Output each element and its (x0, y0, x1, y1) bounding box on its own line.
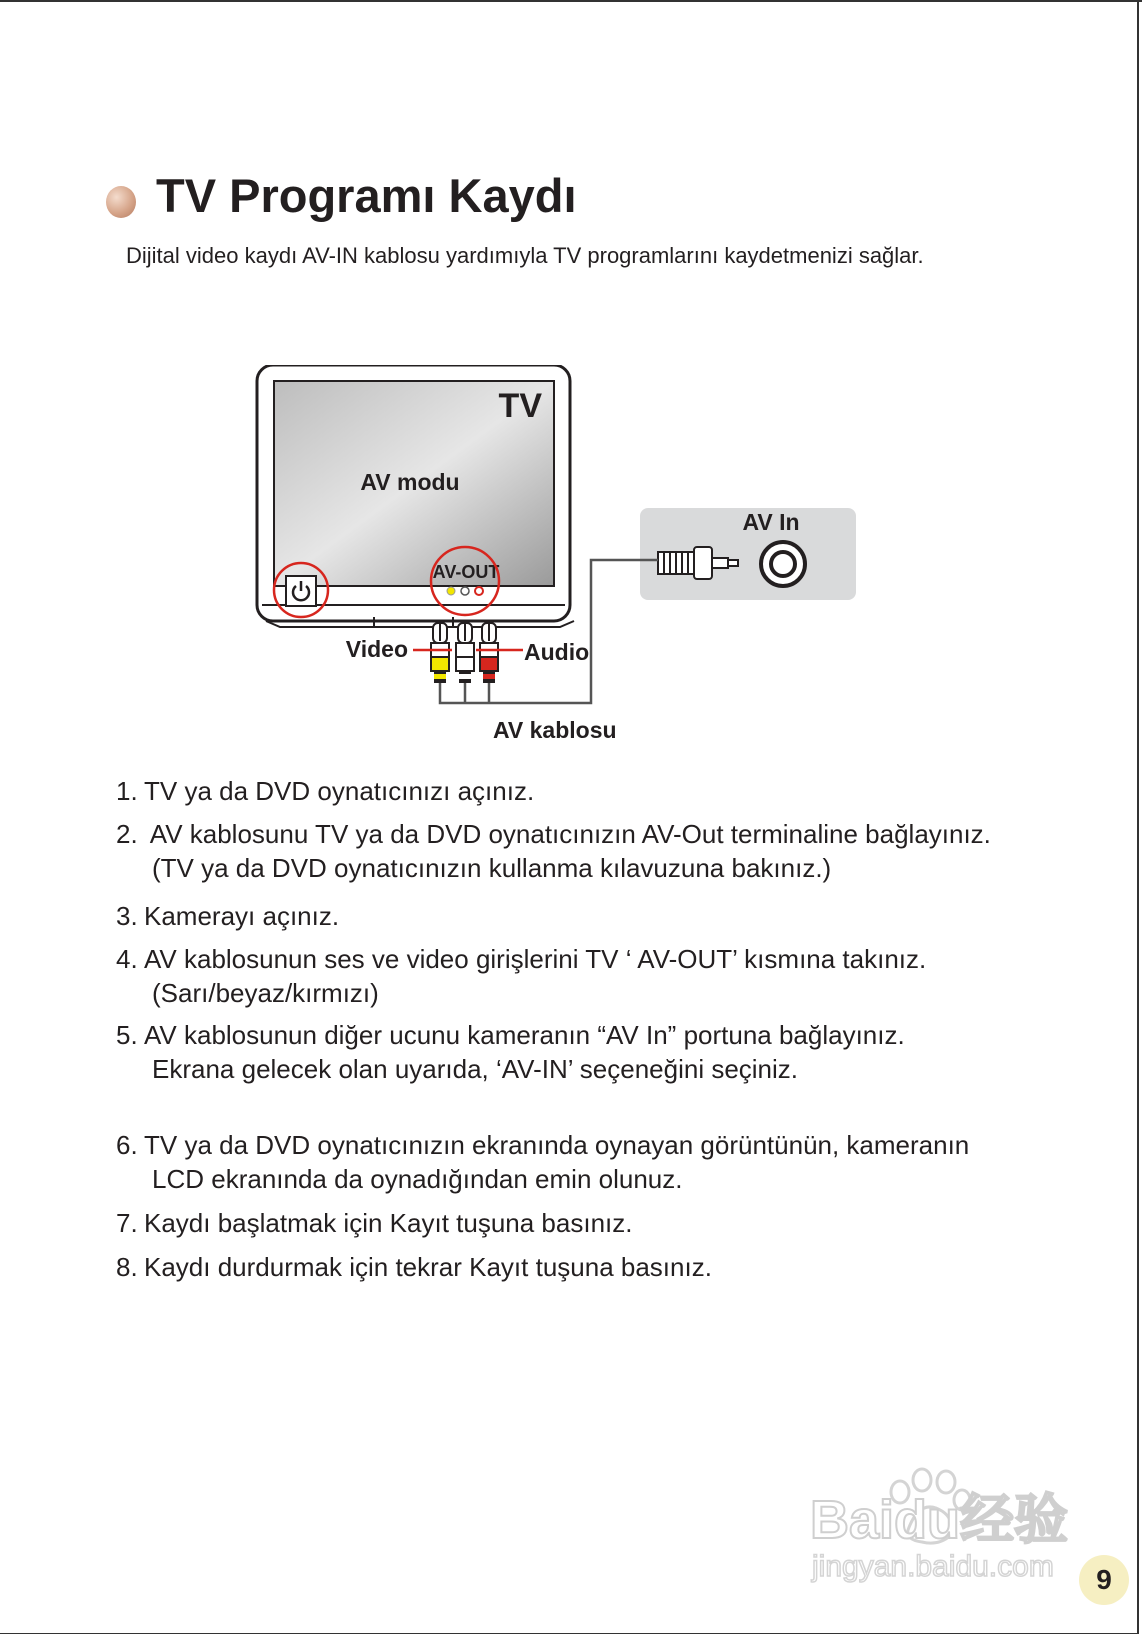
connection-diagram (240, 365, 880, 765)
step-item (116, 1206, 632, 1240)
camera-av-in-panel (640, 508, 856, 600)
step-text: AV kablosunun ses ve video girişlerini TV ‘ AV-OUT’ kısmına takınız. (144, 944, 927, 974)
step-number: 7. (116, 1208, 138, 1238)
page-number: 9 (1079, 1555, 1129, 1605)
audio-label: Audio (524, 639, 590, 665)
av-out-label: AV-OUT (432, 562, 500, 582)
step-continuation: (TV ya da DVD oynatıcınızın kullanma kılavuzuna bakınız.) (152, 853, 832, 883)
step-text: AV kablosunu TV ya da DVD oynatıcınızın AV-Out terminaline bağlayınız. (144, 819, 991, 849)
av-in-label: AV In (742, 509, 800, 535)
watermark-brand: Baidu经验 (810, 1490, 1069, 1550)
step-item (116, 1128, 969, 1196)
av-mode-label: AV modu (360, 469, 460, 495)
step-number: 6. (116, 1130, 138, 1160)
step-text: Kaydı durdurmak için tekrar Kayıt tuşuna basınız. (144, 1252, 712, 1282)
av-in-port-inner (771, 552, 795, 576)
step-item (116, 942, 926, 1010)
tv-set (257, 365, 574, 627)
step-text: Kamerayı açınız. (144, 901, 340, 931)
step-item (116, 1250, 712, 1284)
step-item (116, 774, 534, 808)
video-label: Video (345, 636, 408, 662)
page-title: TV Programı Kaydı (156, 169, 577, 222)
step-number: 1. (116, 776, 138, 806)
step-number: 2. (116, 819, 138, 849)
rca-plug-red (480, 623, 498, 683)
av-out-white-jack (461, 587, 469, 595)
tv-label: TV (498, 387, 542, 425)
step-text: Kaydı başlatmak için Kayıt tuşuna basınız. (144, 1208, 633, 1238)
step-number: 3. (116, 901, 138, 931)
rca-plug-white (456, 623, 474, 683)
step-item (116, 817, 991, 885)
baidu-watermark (810, 1460, 1080, 1600)
step-number: 4. (116, 944, 138, 974)
step-item (116, 1018, 905, 1086)
rca-plug-yellow (431, 623, 449, 683)
cable-label: AV kablosu (493, 717, 617, 743)
title-bullet-icon (106, 186, 136, 218)
step-continuation: Ekrana gelecek olan uyarıda, ‘AV-IN’ seçeneğini seçiniz. (152, 1054, 799, 1084)
step-item (116, 899, 339, 933)
step-text: AV kablosunun diğer ucunu kameranın “AV In” portuna bağlayınız. (144, 1020, 905, 1050)
av-out-red-jack (475, 587, 483, 595)
intro-text: Dijital video kaydı AV-IN kablosu yardımıyla TV programlarını kaydetmenizi sağlar. (126, 243, 924, 268)
step-text: TV ya da DVD oynatıcınızı açınız. (144, 776, 535, 806)
av-out-yellow-jack (447, 587, 455, 595)
step-number: 8. (116, 1252, 138, 1282)
step-continuation: LCD ekranında da oynadığından emin olunuz. (152, 1164, 683, 1194)
step-text: TV ya da DVD oynatıcınızın ekranında oynayan görüntünün, kameranın (144, 1130, 970, 1160)
step-continuation: (Sarı/beyaz/kırmızı) (152, 978, 379, 1008)
step-number: 5. (116, 1020, 138, 1050)
watermark-url: jingyan.baidu.com (812, 1550, 1054, 1583)
